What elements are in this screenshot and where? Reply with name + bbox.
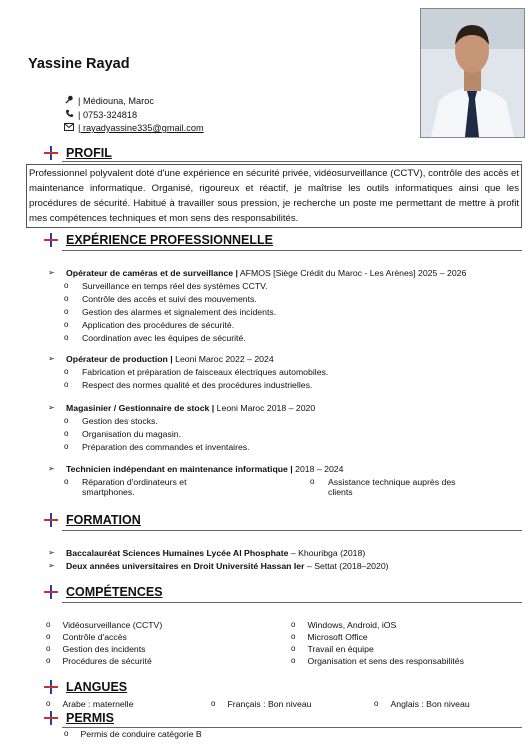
task-item: o Surveillance en temps réel des systèmes CCTV. [64, 281, 268, 291]
bullet-icon: o [46, 620, 51, 629]
arrow-icon: ➢ [48, 403, 55, 412]
section-bullet-icon [44, 711, 58, 725]
job-entry [48, 464, 343, 474]
bullet-icon: o [64, 729, 69, 738]
section-title: EXPÉRIENCE PROFESSIONNELLE [66, 233, 273, 247]
skill-item: o Windows, Android, iOS [291, 620, 397, 630]
bullet-icon: o [291, 644, 296, 653]
skill-item: o Microsoft Office [291, 632, 368, 642]
task-item: o Contrôle des accès et suivi des mouvements. [64, 294, 257, 304]
bullet-icon: o [310, 477, 315, 486]
permit-item: o Permis de conduire catégorie B [64, 729, 202, 739]
task-item: o Préparation des commandes et inventaires. [64, 442, 250, 452]
task-item: o Réparation d'ordinateurs et smartphones. [64, 477, 187, 497]
section-langues-header [44, 680, 127, 694]
skill-item: o Contrôle d'accès [46, 632, 127, 642]
address-text: | Médiouna, Maroc [78, 95, 154, 106]
skill-item: o Gestion des incidents [46, 644, 146, 654]
job-title: Magasinier / Gestionnaire de stock | [66, 403, 215, 413]
formation-entry: ➢ Deux années universitaires en Droit Université Hassan Ier – Settat (2018–2020) [48, 561, 389, 571]
task-item: o Assistance technique auprès des clients [310, 477, 456, 497]
section-title: PERMIS [66, 711, 114, 725]
bullet-icon: o [64, 442, 69, 451]
section-title: LANGUES [66, 680, 128, 694]
bullet-icon: o [64, 333, 69, 342]
person-photo-icon [421, 9, 524, 137]
section-formation-header [44, 513, 141, 527]
candidate-name: Yassine Rayad [28, 56, 130, 72]
section-competences-header [44, 585, 163, 599]
section-title: FORMATION [66, 513, 141, 527]
bullet-icon: o [64, 320, 69, 329]
divider [62, 602, 522, 603]
job-details: AFMOS [Siège Crédit du Maroc - Les Arènes] 2025 – 2026 [237, 268, 467, 278]
task-item: o Gestion des alarmes et signalement des incidents. [64, 307, 277, 317]
bullet-icon: o [291, 632, 296, 641]
formation-entry: ➢ Baccalauréat Sciences Humaines Lycée Al Phosphate – Khouribga (2018) [48, 548, 366, 558]
section-bullet-icon [44, 233, 58, 247]
skill-item: o Procédures de sécurité [46, 656, 152, 666]
language-item: o Anglais : Bon niveau [374, 699, 470, 709]
task-item: o Gestion des stocks. [64, 416, 158, 426]
bullet-icon: o [64, 380, 69, 389]
bullet-icon: o [291, 656, 296, 665]
bullet-icon: o [46, 632, 51, 641]
section-permis-header [44, 711, 114, 725]
section-profil-header [44, 146, 112, 160]
section-bullet-icon [44, 585, 58, 599]
job-title: Opérateur de production | [66, 354, 173, 364]
bullet-icon: o [46, 644, 51, 653]
section-bullet-icon [44, 513, 58, 527]
profil-text: Professionnel polyvalent doté d'une expérience en sécurité privée, vidéosurveillance (CCTV), contrôle des accès et maintenance informatique. Organisé, rigoureux et réactif, je maîtrise les outils informatiques ainsi que les procédures de sécurité. Habitué à travailler sous pression, je recherche un poste me permettant de mettre à profit mes compétences techniques et mon sens des responsabilités. [26, 164, 522, 228]
job-entry [48, 354, 274, 364]
contact-email[interactable] [64, 123, 204, 133]
task-item: o Application des procédures de sécurité. [64, 320, 235, 330]
arrow-icon: ➢ [48, 268, 55, 277]
envelope-icon [64, 123, 74, 133]
bullet-icon: o [64, 281, 69, 290]
contact-phone [64, 109, 137, 120]
arrow-icon: ➢ [48, 561, 55, 570]
divider [62, 250, 522, 251]
bullet-icon: o [374, 699, 379, 708]
bullet-icon: o [291, 620, 296, 629]
job-entry [48, 268, 466, 278]
job-title: Technicien indépendant en maintenance informatique | [66, 464, 293, 474]
section-experience-header [44, 233, 273, 247]
task-item: o Coordination avec les équipes de sécurité. [64, 333, 246, 343]
bullet-icon: o [64, 429, 69, 438]
job-details: Leoni Maroc 2018 – 2020 [214, 403, 316, 413]
skill-item: o Travail en équipe [291, 644, 374, 654]
section-title: PROFIL [66, 146, 112, 160]
divider [62, 530, 522, 531]
skill-item: o Vidéosurveillance (CCTV) [46, 620, 163, 630]
arrow-icon: ➢ [48, 354, 55, 363]
bullet-icon: o [46, 656, 51, 665]
arrow-icon: ➢ [48, 464, 55, 473]
section-title: COMPÉTENCES [66, 585, 163, 599]
job-entry [48, 403, 315, 413]
task-item: o Respect des normes qualité et des procédures industrielles. [64, 380, 313, 390]
map-pin-icon [64, 95, 74, 106]
profile-photo [420, 8, 525, 138]
email-link[interactable]: | rayadyassine335@gmail.com [78, 123, 204, 133]
bullet-icon: o [64, 477, 69, 486]
phone-icon [64, 109, 74, 120]
divider [62, 161, 522, 162]
bullet-icon: o [46, 699, 51, 708]
job-details: 2018 – 2024 [292, 464, 344, 474]
section-bullet-icon [44, 146, 58, 160]
section-bullet-icon [44, 680, 58, 694]
language-item: o Arabe : maternelle [46, 699, 134, 709]
bullet-icon: o [64, 416, 69, 425]
arrow-icon: ➢ [48, 548, 55, 557]
bullet-icon: o [64, 367, 69, 376]
phone-text: | 0753-324818 [78, 109, 138, 120]
bullet-icon: o [211, 699, 216, 708]
divider [62, 727, 522, 728]
task-item: o Fabrication et préparation de faisceaux électriques automobiles. [64, 367, 329, 377]
job-details: Leoni Maroc 2022 – 2024 [172, 354, 274, 364]
bullet-icon: o [64, 307, 69, 316]
skill-item: o Organisation et sens des responsabilités [291, 656, 464, 666]
language-item: o Français : Bon niveau [211, 699, 312, 709]
contact-address [64, 95, 154, 106]
job-title: Opérateur de caméras et de surveillance | [66, 268, 238, 278]
task-item: o Organisation du magasin. [64, 429, 181, 439]
bullet-icon: o [64, 294, 69, 303]
